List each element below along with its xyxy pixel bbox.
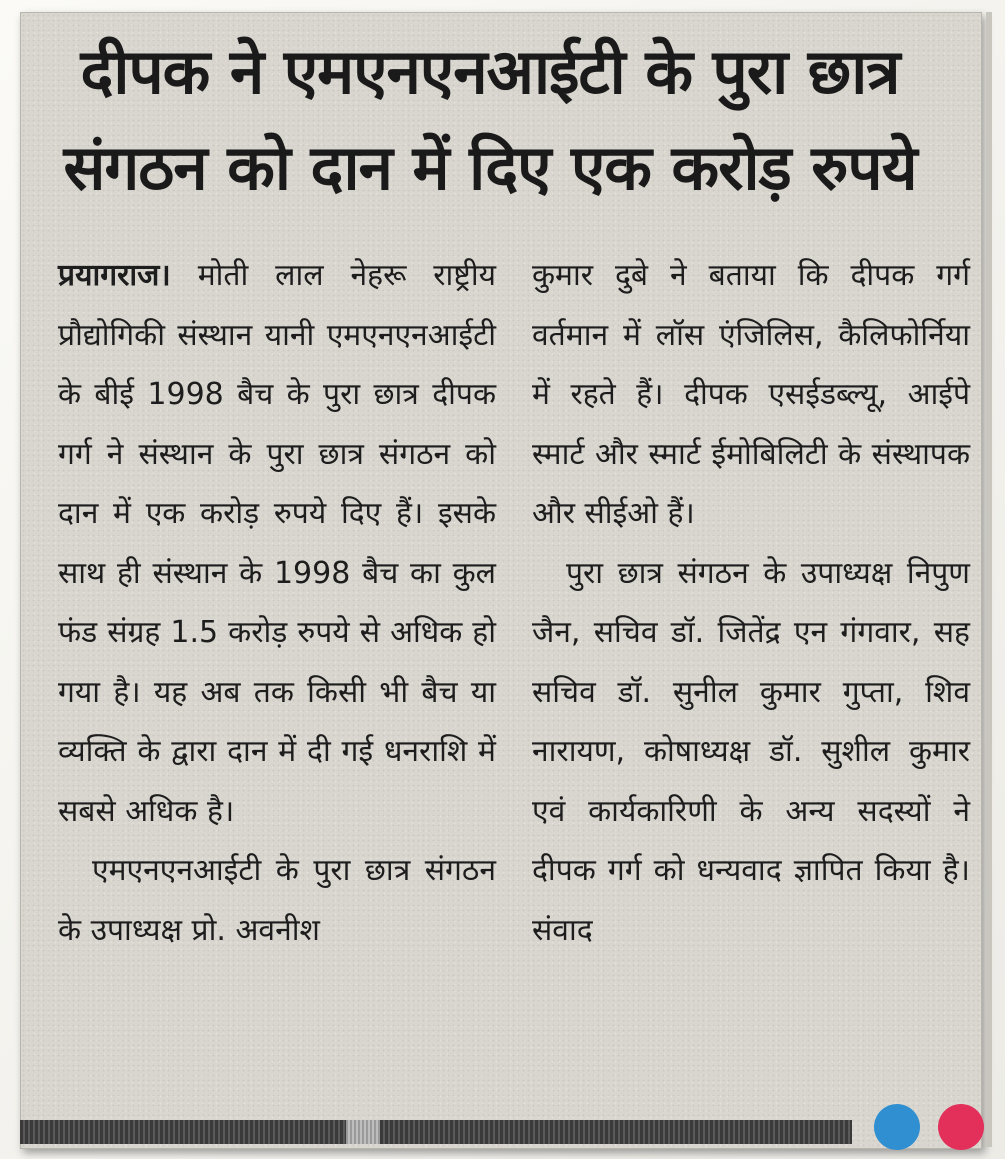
bottom-print-bar bbox=[20, 1120, 852, 1144]
headline-line-1: दीपक ने एमएनएनआईटी के पुरा छात्र bbox=[80, 35, 900, 108]
blue-registration-dot bbox=[874, 1104, 920, 1150]
clipping-edge bbox=[986, 12, 992, 1147]
article-paragraph: कुमार दुबे ने बताया कि दीपक गर्ग वर्तमान में लॉस एंजिलिस, कैलिफोर्निया में रहते हैं। दीपक एसईडब्ल्यू, आईपे स्मार्ट और स्मार्ट ईमोबिलिटी के संस्थापक और सीईओ हैं। bbox=[532, 258, 970, 531]
article-column-left bbox=[58, 246, 496, 960]
red-registration-dot bbox=[938, 1104, 984, 1150]
paragraph-text: मोती लाल नेहरू राष्ट्रीय प्रौद्योगिकी संस्थान यानी एमएनएनआईटी के बीई 1998 बैच के पुरा छात्र दीपक गर्ग ने संस्थान के पुरा छात्र संगठन को दान में एक करोड़ रुपये दिए हैं। इसके साथ ही संस्थान के 1998 बैच का कुल फंड संग्रह 1.5 करोड़ रुपये से अधिक हो गया है। यह अब तक किसी भी बैच या व्यक्ति के द्वारा दान में दी गई धनराशि में सबसे अधिक है। bbox=[58, 258, 496, 829]
article-column-right bbox=[532, 246, 970, 960]
headline-line-2: संगठन को दान में दिए एक करोड़ रुपये bbox=[63, 131, 917, 204]
article-paragraph: एमएनएनआईटी के पुरा छात्र संगठन के उपाध्यक्ष प्रो. अवनीश bbox=[58, 853, 496, 948]
article-paragraph: पुरा छात्र संगठन के उपाध्यक्ष निपुण जैन, सचिव डॉ. जितेंद्र एन गंगवार, सह सचिव डॉ. सुनील कुमार गुप्ता, शिव नारायण, कोषाध्यक्ष डॉ. सुशील कुमार एवं कार्यकारिणी के अन्य सदस्यों ने दीपक गर्ग को धन्यवाद ज्ञापित किया है। संवाद bbox=[532, 555, 970, 948]
print-bar-highlight bbox=[346, 1120, 380, 1144]
article-paragraph bbox=[58, 246, 496, 841]
dateline: प्रयागराज। bbox=[58, 258, 171, 293]
headline bbox=[30, 24, 950, 216]
